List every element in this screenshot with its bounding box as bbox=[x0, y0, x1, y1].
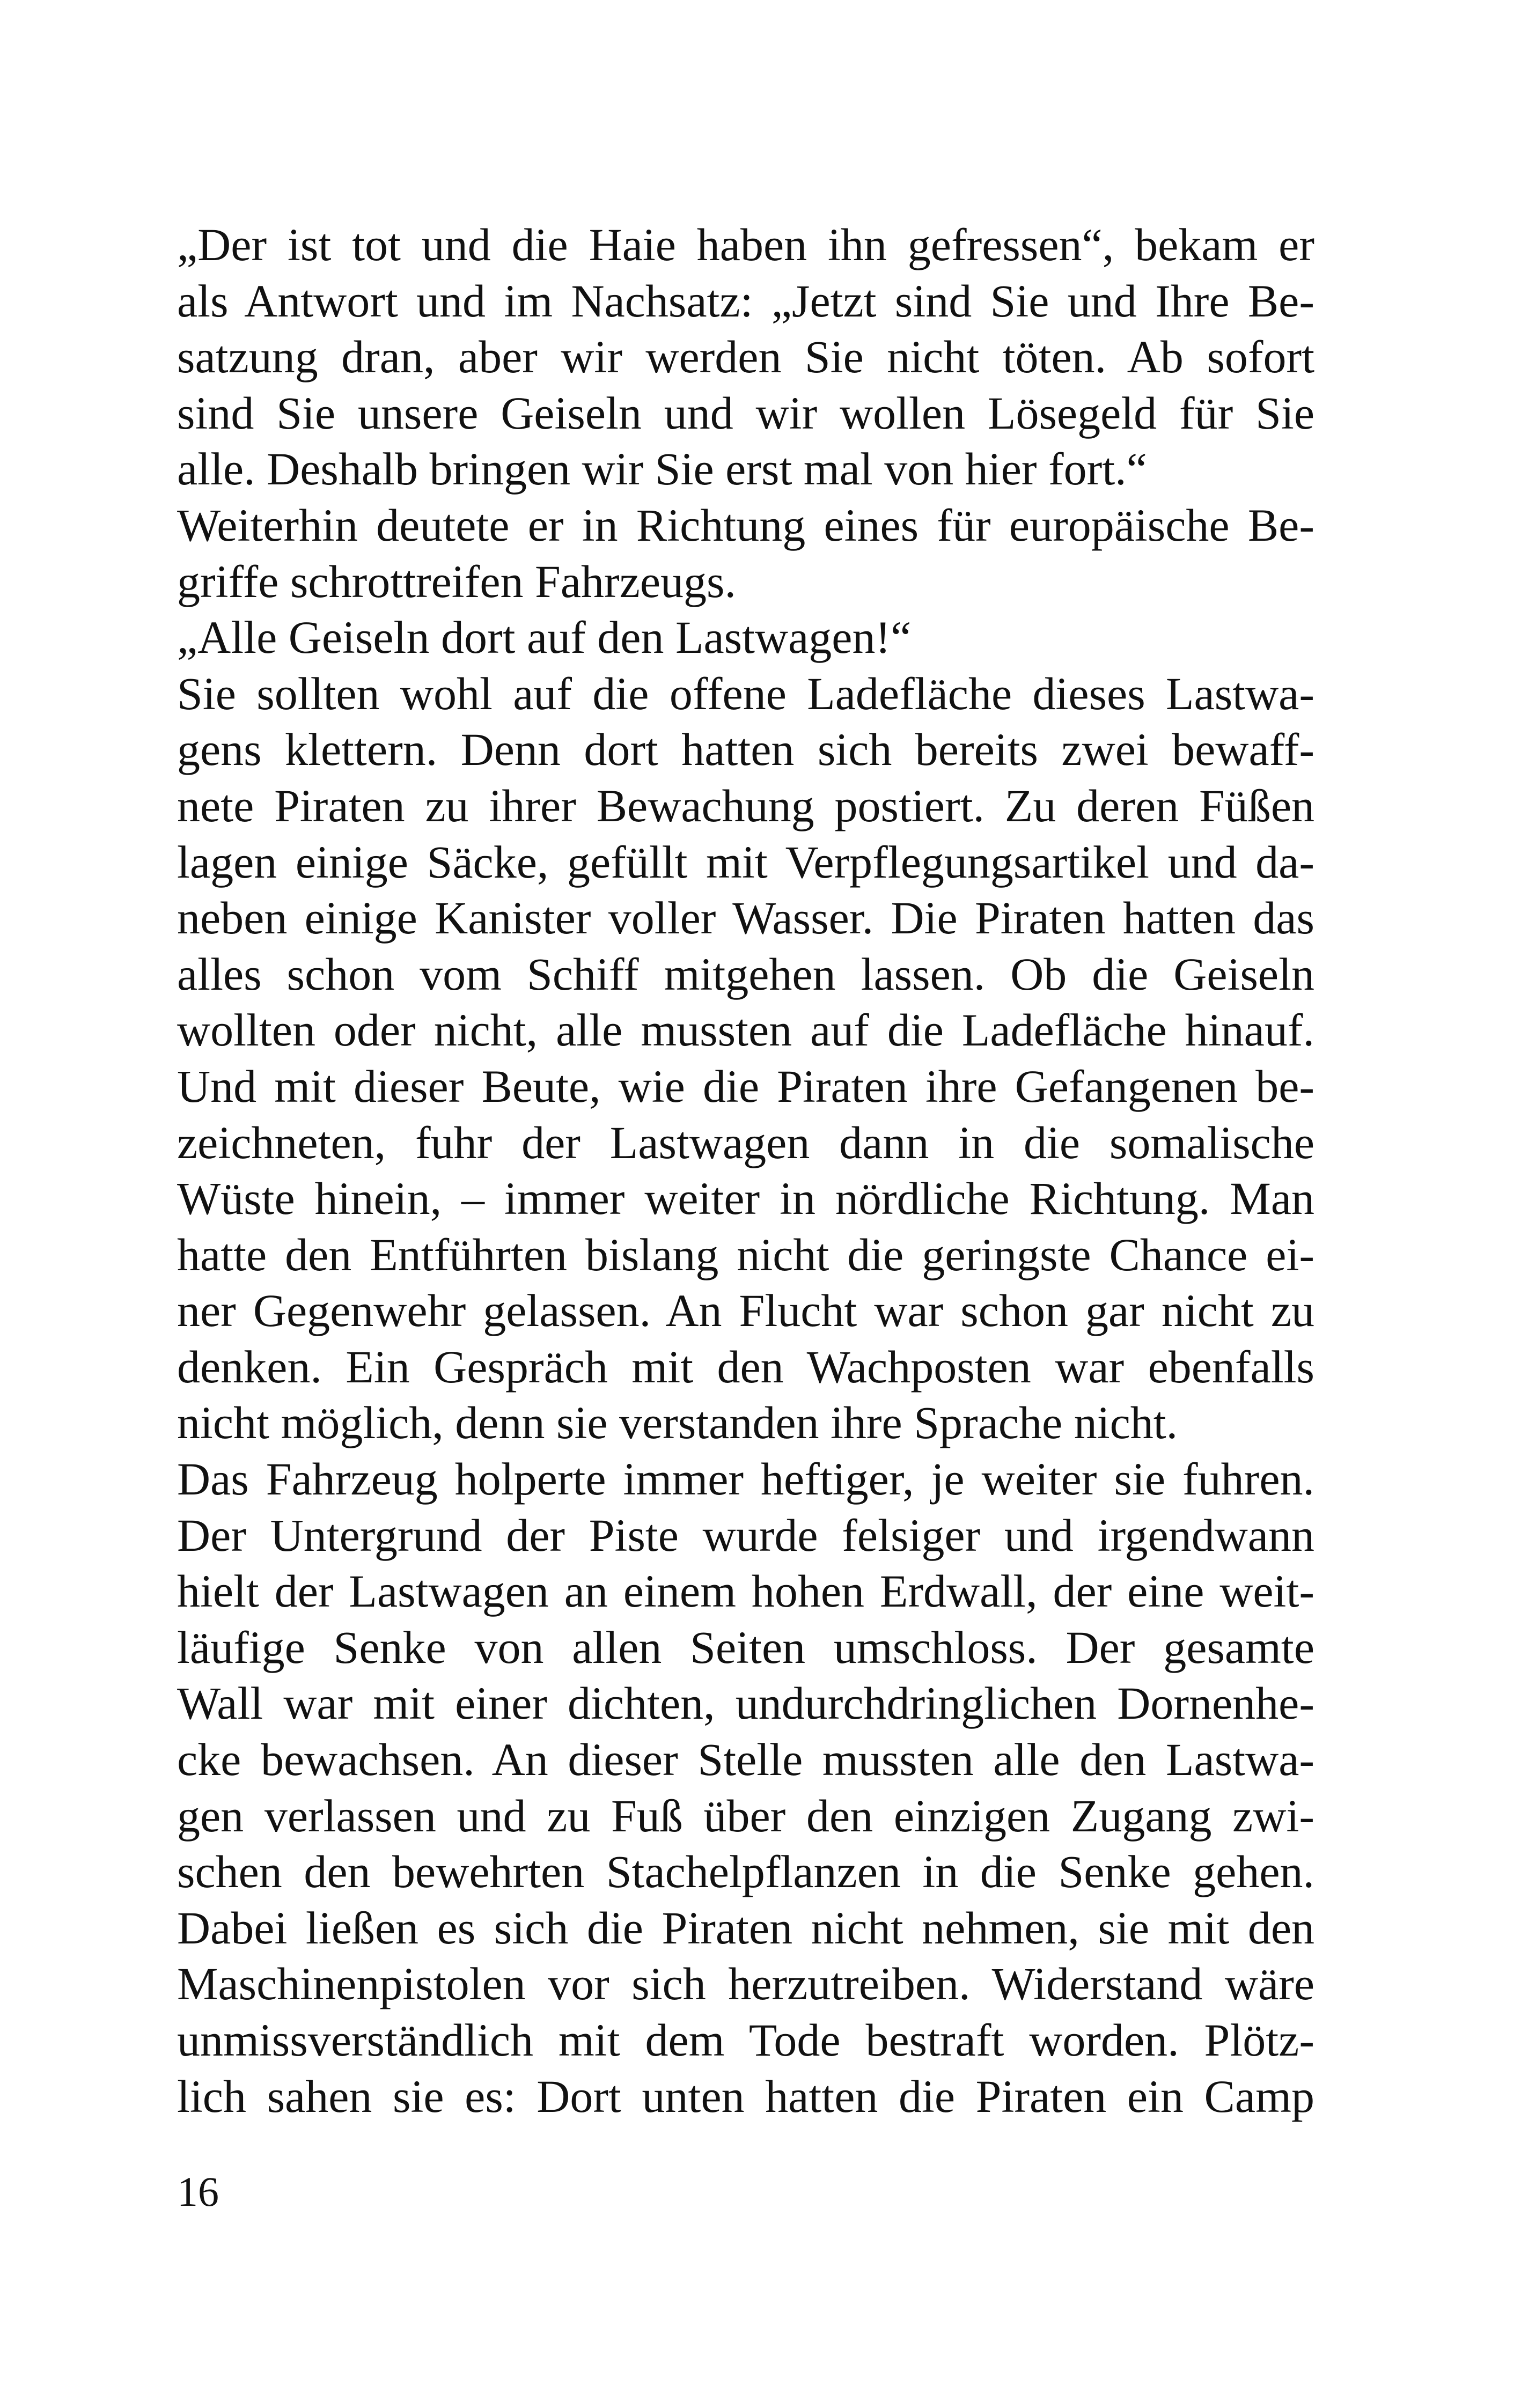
text-line: als Antwort und im Nachsatz: „Jetzt sind Sie und Ihre Be- bbox=[177, 275, 1314, 327]
text-line: Und mit dieser Beute, wie die Piraten ihre Gefangenen be- bbox=[177, 1060, 1314, 1112]
text-line: schen den bewehrten Stachelpflanzen in die Senke gehen. bbox=[177, 1846, 1314, 1898]
text-line: zeichneten, fuhr der Lastwagen dann in die somalische bbox=[177, 1116, 1314, 1168]
text-line: läufige Senke von allen Seiten umschloss. Der gesamte bbox=[177, 1621, 1314, 1673]
text-line: gens klettern. Denn dort hatten sich bereits zwei bewaff- bbox=[177, 724, 1314, 776]
text-line: sind Sie unsere Geiseln und wir wollen Lösegeld für Sie bbox=[177, 387, 1314, 439]
text-line: neben einige Kanister voller Wasser. Die Piraten hatten das bbox=[177, 892, 1314, 944]
text-line: Das Fahrzeug holperte immer heftiger, je weiter sie fuhren. bbox=[177, 1453, 1314, 1505]
text-line: cke bewachsen. An dieser Stelle mussten alle den Lastwa- bbox=[177, 1734, 1314, 1786]
text-line: lagen einige Säcke, gefüllt mit Verpflegungsartikel und da- bbox=[177, 836, 1314, 888]
text-line: satzung dran, aber wir werden Sie nicht töten. Ab sofort bbox=[177, 331, 1314, 383]
text-line: unmissverständlich mit dem Tode bestraft worden. Plötz- bbox=[177, 2014, 1314, 2066]
text-line: Wüste hinein, – immer weiter in nördliche Richtung. Man bbox=[177, 1173, 1314, 1225]
text-line: Der Untergrund der Piste wurde felsiger und irgendwann bbox=[177, 1509, 1314, 1561]
text-line: denken. Ein Gespräch mit den Wachposten war ebenfalls bbox=[177, 1341, 1314, 1393]
text-line: nete Piraten zu ihrer Bewachung postiert. Zu deren Füßen bbox=[177, 779, 1314, 831]
text-line: nicht möglich, denn sie verstanden ihre Sprache nicht. bbox=[177, 1397, 1178, 1449]
text-line: Maschinenpistolen vor sich herzutreiben. Widerstand wäre bbox=[177, 1958, 1314, 2010]
text-line: griffe schrottreifen Fahrzeugs. bbox=[177, 555, 736, 607]
text-line: ner Gegenwehr gelassen. An Flucht war schon gar nicht zu bbox=[177, 1285, 1314, 1337]
text-line: alle. Deshalb bringen wir Sie erst mal von hier fort.“ bbox=[177, 443, 1147, 495]
text-line: Dabei ließen es sich die Piraten nicht nehmen, sie mit den bbox=[177, 1902, 1314, 1954]
text-line: wollten oder nicht, alle mussten auf die Ladefläche hinauf. bbox=[177, 1004, 1314, 1056]
text-line: „Alle Geiseln dort auf den Lastwagen!“ bbox=[177, 612, 912, 664]
text-line: gen verlassen und zu Fuß über den einzigen Zugang zwi- bbox=[177, 1790, 1314, 1842]
text-line: hatte den Entführten bislang nicht die geringste Chance ei- bbox=[177, 1228, 1314, 1280]
text-line: Wall war mit einer dichten, undurchdringlichen Dornenhe- bbox=[177, 1677, 1314, 1729]
body-text bbox=[177, 217, 1314, 2124]
text-line: Sie sollten wohl auf die offene Ladefläche dieses Lastwa- bbox=[177, 667, 1314, 719]
text-line: hielt der Lastwagen an einem hohen Erdwall, der eine weit- bbox=[177, 1565, 1314, 1617]
text-line: lich sahen sie es: Dort unten hatten die Piraten ein Camp bbox=[177, 2070, 1314, 2122]
page-number: 16 bbox=[177, 2168, 219, 2215]
text-line: „Der ist tot und die Haie haben ihn gefressen“, bekam er bbox=[177, 219, 1314, 270]
text-line: Weiterhin deutete er in Richtung eines für europäische Be- bbox=[177, 499, 1314, 551]
text-line: alles schon vom Schiff mitgehen lassen. Ob die Geiseln bbox=[177, 948, 1314, 1000]
